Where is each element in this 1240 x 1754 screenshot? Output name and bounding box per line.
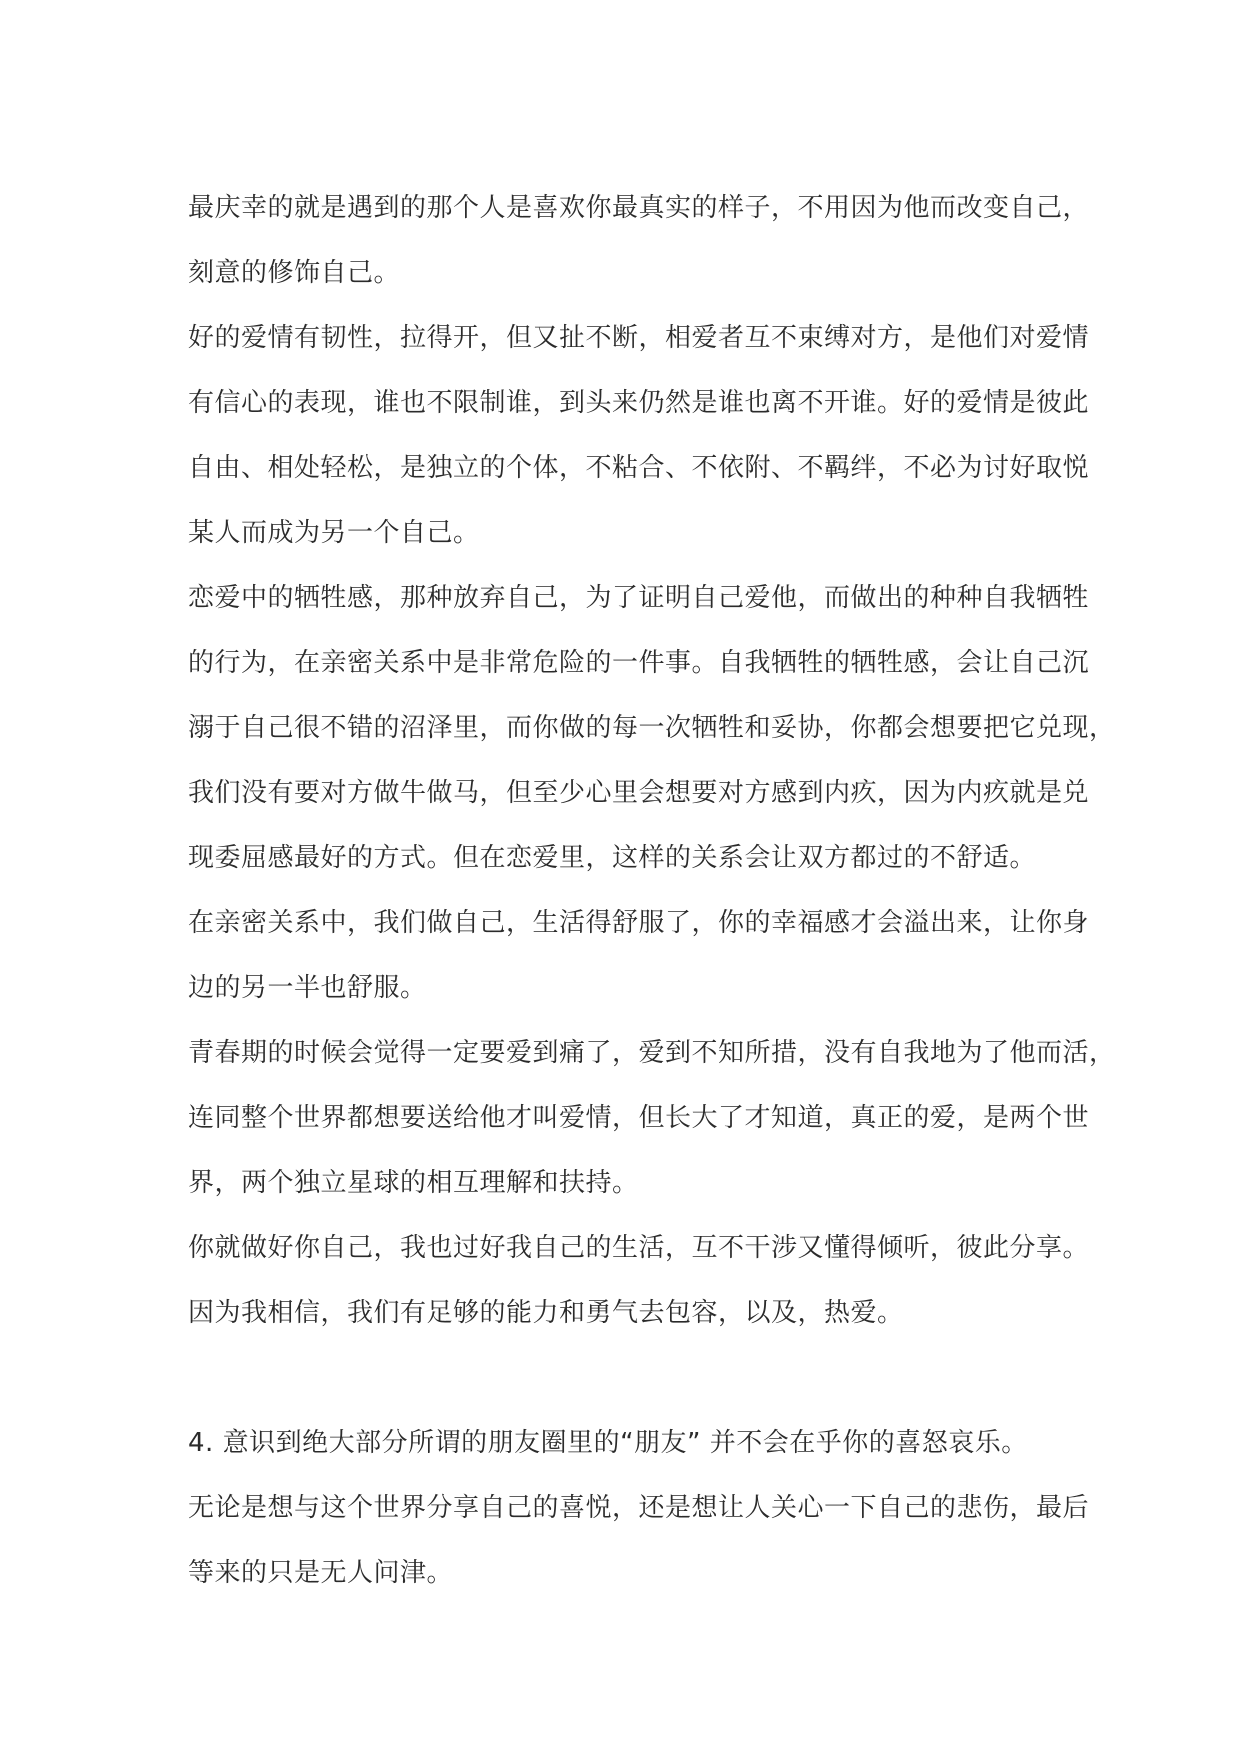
text-line: 某人而成为另一个自己。 xyxy=(188,518,480,548)
text-line: 自由、相处轻松，是独立的个体，不粘合、不依附、不羁绊，不必为讨好取悦 xyxy=(188,453,1090,483)
text-line: 等来的只是无人问津。 xyxy=(188,1558,454,1588)
text-line: 恋爱中的牺牲感，那种放弃自己，为了证明自己爱他，而做出的种种自我牺牲 xyxy=(188,583,1090,613)
text-line: 界，两个独立星球的相互理解和扶持。 xyxy=(188,1168,639,1198)
text-line: 边的另一半也舒服。 xyxy=(188,973,427,1003)
text-line: 在亲密关系中，我们做自己，生活得舒服了，你的幸福感才会溢出来，让你身 xyxy=(188,908,1090,938)
text-line: 我们没有要对方做牛做马，但至少心里会想要对方感到内疚，因为内疚就是兑 xyxy=(188,778,1090,808)
text-line: 刻意的修饰自己。 xyxy=(188,258,401,288)
text-line: 无论是想与这个世界分享自己的喜悦，还是想让人关心一下自己的悲伤，最后 xyxy=(188,1493,1090,1523)
text-line: 青春期的时候会觉得一定要爱到痛了，爱到不知所措，没有自我地为了他而活， xyxy=(188,1038,1116,1068)
text-line: 最庆幸的就是遇到的那个人是喜欢你最真实的样子，不用因为他而改变自己， xyxy=(188,193,1090,223)
text-line: 因为我相信，我们有足够的能力和勇气去包容，以及，热爱。 xyxy=(188,1298,904,1328)
text-line: 现委屈感最好的方式。但在恋爱里，这样的关系会让双方都过的不舒适。 xyxy=(188,843,1037,873)
text-line: 你就做好你自己，我也过好我自己的生活，互不干涉又懂得倾听，彼此分享。 xyxy=(188,1233,1090,1263)
section-heading: 4. 意识到绝大部分所谓的朋友圈里的“朋友” 并不会在乎你的喜怒哀乐。 xyxy=(188,1428,1028,1458)
text-line: 有信心的表现，谁也不限制谁，到头来仍然是谁也离不开谁。好的爱情是彼此 xyxy=(188,388,1090,418)
text-line: 连同整个世界都想要送给他才叫爱情，但长大了才知道，真正的爱，是两个世 xyxy=(188,1103,1090,1133)
paragraph-gap xyxy=(188,1346,1088,1411)
text-line: 好的爱情有韧性，拉得开，但又扯不断，相爱者互不束缚对方，是他们对爱情 xyxy=(188,323,1090,353)
text-line: 溺于自己很不错的沼泽里，而你做的每一次牺牲和妥协，你都会想要把它兑现， xyxy=(188,713,1116,743)
text-line: 的行为，在亲密关系中是非常危险的一件事。自我牺牲的牺牲感，会让自己沉 xyxy=(188,648,1090,678)
body-text xyxy=(188,176,1116,1606)
